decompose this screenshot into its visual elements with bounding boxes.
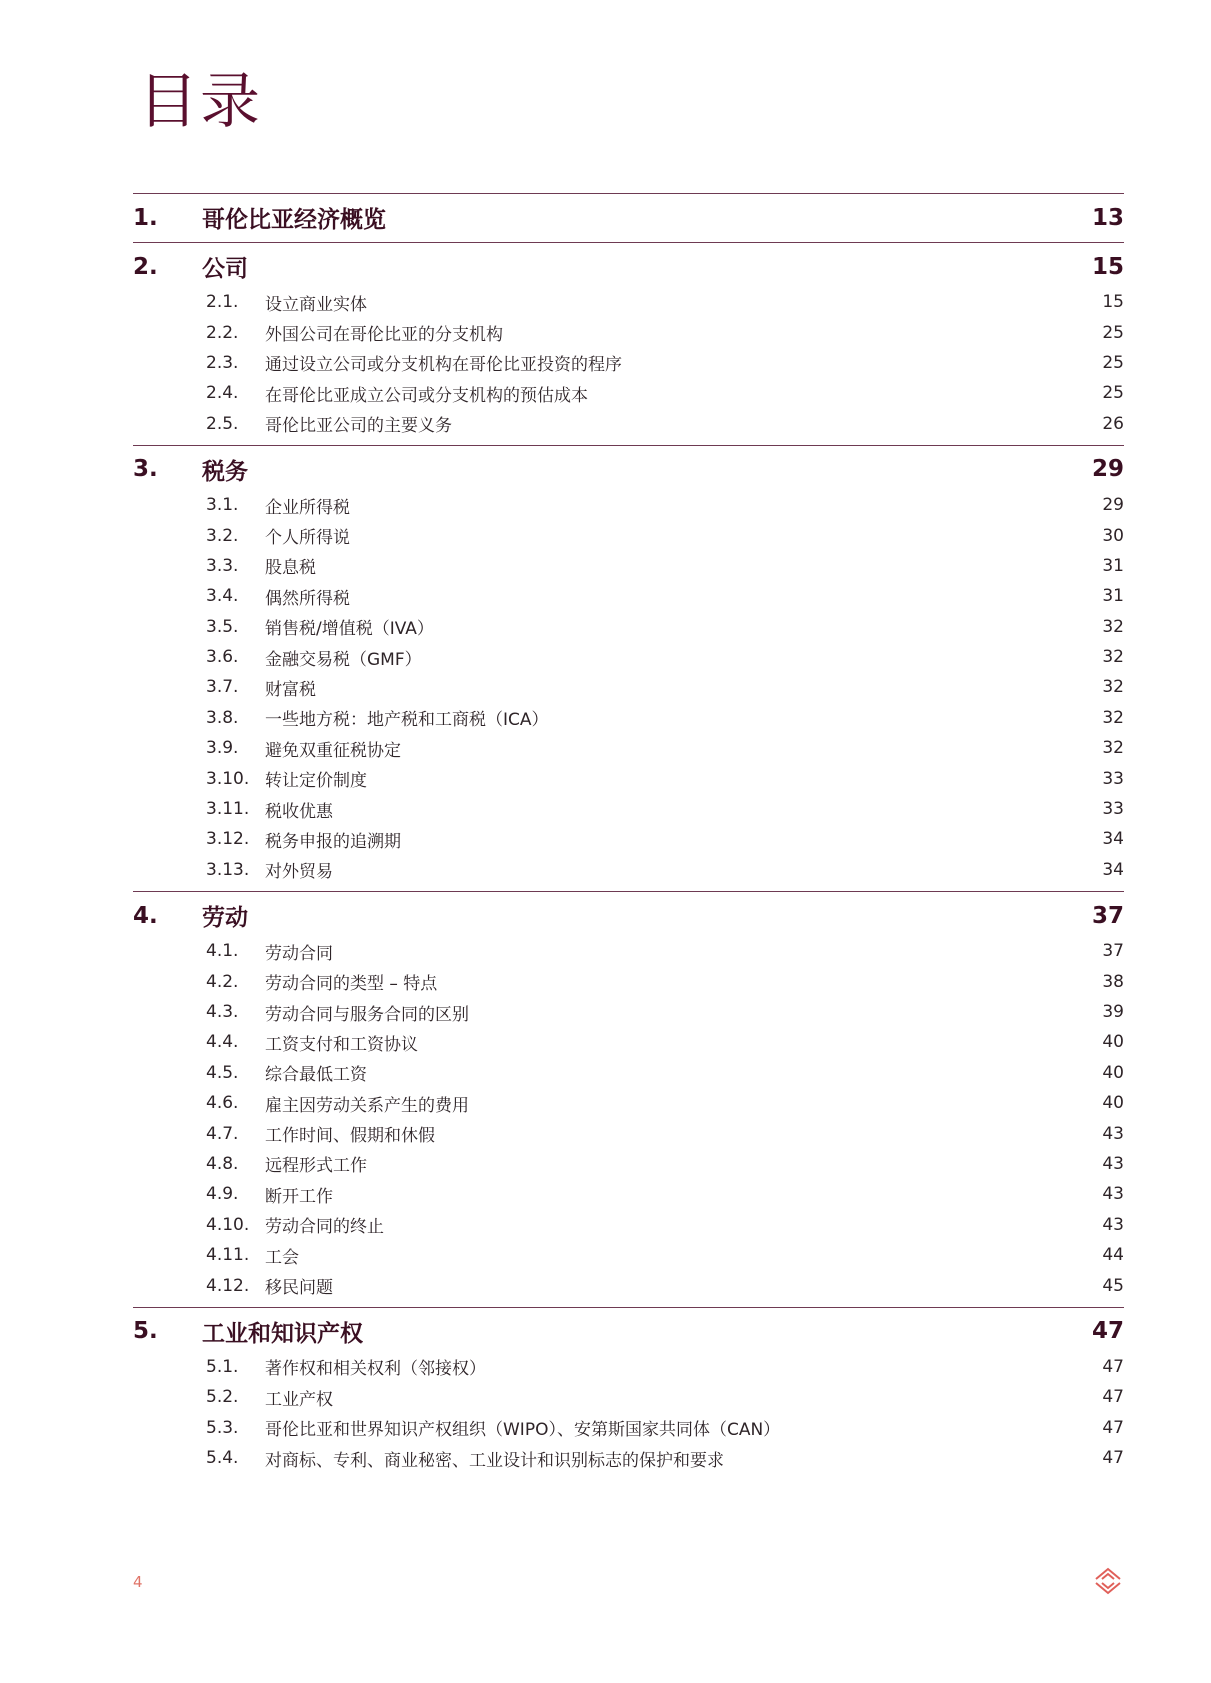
toc-section bbox=[133, 445, 1124, 885]
toc-entry[interactable] bbox=[133, 1210, 1124, 1240]
entry-title: 外国公司在哥伦比亚的分支机构 bbox=[265, 325, 503, 346]
entry-title: 工作时间、假期和休假 bbox=[265, 1126, 435, 1147]
entry-page: 47 bbox=[1102, 1356, 1124, 1377]
entry-number: 3.13. bbox=[206, 859, 250, 880]
entry-number: 5.3. bbox=[206, 1417, 239, 1438]
diamond-chevron-logo-icon bbox=[1092, 1566, 1124, 1600]
toc-entry[interactable] bbox=[133, 1149, 1124, 1179]
entry-number: 3.11. bbox=[206, 799, 250, 820]
toc-entry[interactable] bbox=[133, 642, 1124, 672]
entry-number: 4.4. bbox=[206, 1032, 239, 1053]
entry-number: 5.1. bbox=[206, 1356, 239, 1377]
entry-number: 5.2. bbox=[206, 1387, 239, 1408]
entry-title: 雇主因劳动关系产生的费用 bbox=[265, 1095, 469, 1116]
toc-entry[interactable] bbox=[133, 672, 1124, 702]
toc-entry[interactable] bbox=[133, 520, 1124, 550]
entry-title: 企业所得税 bbox=[265, 497, 350, 518]
toc-entry[interactable] bbox=[133, 378, 1124, 408]
entry-page: 33 bbox=[1102, 799, 1124, 820]
toc-entry[interactable] bbox=[133, 966, 1124, 996]
toc-section-heading[interactable] bbox=[133, 248, 1124, 285]
entry-number: 4.8. bbox=[206, 1153, 239, 1174]
entry-title: 金融交易税（GMF） bbox=[265, 649, 422, 670]
entry-number: 3.7. bbox=[206, 677, 239, 698]
section-title: 公司 bbox=[202, 256, 248, 282]
toc-section bbox=[133, 891, 1124, 1301]
entry-title: 综合最低工资 bbox=[265, 1065, 367, 1086]
toc-entry[interactable] bbox=[133, 612, 1124, 642]
entry-title: 税收优惠 bbox=[265, 801, 333, 822]
entry-title: 偶然所得税 bbox=[265, 588, 350, 609]
toc-section-heading[interactable] bbox=[133, 1313, 1124, 1350]
entry-page: 40 bbox=[1102, 1062, 1124, 1083]
toc-entry[interactable] bbox=[133, 763, 1124, 793]
entry-title: 劳动合同的类型 – 特点 bbox=[265, 974, 438, 995]
entry-number: 2.5. bbox=[206, 413, 239, 434]
entry-number: 2.3. bbox=[206, 352, 239, 373]
toc-section-heading[interactable] bbox=[133, 451, 1124, 488]
toc-entry[interactable] bbox=[133, 703, 1124, 733]
section-number: 4. bbox=[133, 902, 158, 929]
entry-title: 远程形式工作 bbox=[265, 1156, 367, 1177]
toc-entry[interactable] bbox=[133, 1027, 1124, 1057]
entry-title: 一些地方税：地产税和工商税（ICA） bbox=[265, 710, 549, 731]
section-title: 税务 bbox=[202, 458, 248, 485]
toc-section-heading[interactable] bbox=[133, 199, 1124, 236]
entry-page: 26 bbox=[1102, 413, 1124, 434]
toc-entry[interactable] bbox=[133, 936, 1124, 966]
entry-page: 40 bbox=[1102, 1093, 1124, 1114]
entry-page: 29 bbox=[1102, 495, 1124, 516]
section-page: 13 bbox=[1091, 204, 1124, 231]
toc-entry[interactable] bbox=[133, 1413, 1124, 1443]
toc-entry[interactable] bbox=[133, 824, 1124, 854]
toc-entry[interactable] bbox=[133, 1118, 1124, 1148]
section-page: 29 bbox=[1091, 456, 1124, 483]
entry-number: 3.3. bbox=[206, 555, 239, 576]
toc-entry[interactable] bbox=[133, 1179, 1124, 1209]
entry-page: 43 bbox=[1102, 1214, 1124, 1235]
section-title: 工业和知识产权 bbox=[202, 1320, 363, 1347]
entry-page: 40 bbox=[1102, 1032, 1124, 1053]
entry-number: 4.2. bbox=[206, 971, 239, 992]
entry-page: 43 bbox=[1102, 1184, 1124, 1205]
section-page: 37 bbox=[1091, 902, 1124, 929]
toc-entry[interactable] bbox=[133, 551, 1124, 581]
section-title: 哥伦比亚经济概览 bbox=[202, 207, 386, 233]
entry-page: 38 bbox=[1102, 971, 1124, 992]
toc-entry[interactable] bbox=[133, 997, 1124, 1027]
entry-number: 4.9. bbox=[206, 1184, 239, 1205]
entry-page: 25 bbox=[1102, 383, 1124, 404]
entry-number: 3.9. bbox=[206, 738, 239, 759]
entry-number: 4.7. bbox=[206, 1123, 239, 1144]
entry-page: 31 bbox=[1102, 586, 1124, 607]
entry-page: 47 bbox=[1102, 1417, 1124, 1438]
section-number: 3. bbox=[133, 456, 158, 483]
entry-page: 32 bbox=[1102, 738, 1124, 759]
entry-title: 销售税/增值税（IVA） bbox=[265, 619, 434, 640]
toc-entry[interactable] bbox=[133, 794, 1124, 824]
entry-page: 47 bbox=[1102, 1387, 1124, 1408]
entry-title: 工会 bbox=[265, 1247, 299, 1268]
entry-page: 45 bbox=[1102, 1275, 1124, 1296]
entry-page: 39 bbox=[1102, 1002, 1124, 1022]
toc-section bbox=[133, 242, 1124, 439]
entry-page: 43 bbox=[1102, 1123, 1124, 1144]
page-title: 目录 bbox=[138, 67, 262, 137]
toc-entry[interactable] bbox=[133, 1240, 1124, 1270]
entry-number: 3.4. bbox=[206, 586, 239, 607]
entry-page: 30 bbox=[1102, 525, 1124, 546]
entry-page: 15 bbox=[1102, 292, 1124, 313]
toc-entry[interactable] bbox=[133, 1058, 1124, 1088]
entry-page: 43 bbox=[1102, 1153, 1124, 1174]
entry-number: 3.10. bbox=[206, 768, 250, 789]
entry-number: 4.6. bbox=[206, 1093, 239, 1114]
entry-page: 25 bbox=[1102, 352, 1124, 373]
entry-number: 3.6. bbox=[206, 647, 239, 668]
entry-title: 劳动合同的终止 bbox=[265, 1217, 384, 1238]
entry-title: 移民问题 bbox=[265, 1278, 333, 1299]
toc-entry[interactable] bbox=[133, 409, 1124, 439]
toc-entry[interactable] bbox=[133, 1270, 1124, 1300]
toc-entry[interactable] bbox=[133, 287, 1124, 317]
toc-section-heading[interactable] bbox=[133, 897, 1124, 934]
entry-number: 4.12. bbox=[206, 1275, 250, 1296]
entry-page: 37 bbox=[1102, 941, 1124, 962]
entry-number: 3.1. bbox=[206, 495, 239, 516]
toc-entry[interactable] bbox=[133, 490, 1124, 520]
entry-title: 著作权和相关权利（邻接权） bbox=[265, 1359, 486, 1380]
section-page: 15 bbox=[1091, 253, 1124, 280]
entry-title: 转让定价制度 bbox=[265, 771, 367, 792]
entry-page: 47 bbox=[1102, 1448, 1124, 1469]
entry-page: 34 bbox=[1102, 859, 1124, 880]
entry-number: 2.1. bbox=[206, 292, 239, 313]
section-title: 劳动 bbox=[202, 905, 248, 932]
entry-title: 在哥伦比亚成立公司或分支机构的预估成本 bbox=[265, 385, 588, 406]
toc-entry[interactable] bbox=[133, 1088, 1124, 1118]
entry-page: 34 bbox=[1102, 829, 1124, 850]
entry-number: 4.1. bbox=[206, 941, 239, 962]
section-number: 5. bbox=[133, 1318, 158, 1345]
entry-title: 财富税 bbox=[265, 679, 316, 700]
section-page: 47 bbox=[1091, 1318, 1124, 1345]
entry-number: 4.3. bbox=[206, 1002, 239, 1022]
entry-page: 32 bbox=[1102, 647, 1124, 668]
entry-number: 3.2. bbox=[206, 525, 239, 546]
entry-page: 44 bbox=[1102, 1245, 1124, 1266]
entry-page: 32 bbox=[1102, 677, 1124, 698]
entry-page: 32 bbox=[1102, 707, 1124, 728]
entry-page: 25 bbox=[1102, 322, 1124, 343]
entry-title: 通过设立公司或分支机构在哥伦比亚投资的程序 bbox=[265, 355, 622, 376]
toc-entry[interactable] bbox=[133, 733, 1124, 763]
entry-title: 工业产权 bbox=[265, 1389, 333, 1410]
table-of-contents bbox=[133, 193, 1124, 1479]
toc-section bbox=[133, 193, 1124, 236]
entry-number: 3.12. bbox=[206, 829, 250, 850]
entry-number: 4.11. bbox=[206, 1245, 250, 1266]
footer-page-number: 4 bbox=[133, 1573, 143, 1591]
entry-title: 劳动合同与服务合同的区别 bbox=[265, 1004, 469, 1025]
entry-number: 2.2. bbox=[206, 322, 239, 343]
entry-title: 工资支付和工资协议 bbox=[265, 1034, 418, 1055]
entry-title: 哥伦比亚公司的主要义务 bbox=[265, 416, 452, 437]
section-number: 1. bbox=[133, 204, 158, 231]
entry-number: 3.8. bbox=[206, 707, 239, 728]
entry-number: 4.10. bbox=[206, 1214, 250, 1235]
toc-entry[interactable] bbox=[133, 1382, 1124, 1412]
section-number: 2. bbox=[133, 253, 158, 280]
entry-title: 对商标、专利、商业秘密、工业设计和识别标志的保护和要求 bbox=[265, 1450, 724, 1471]
entry-number: 2.4. bbox=[206, 383, 239, 404]
entry-page: 33 bbox=[1102, 768, 1124, 789]
entry-title: 哥伦比亚和世界知识产权组织（WIPO）、安第斯国家共同体（CAN） bbox=[265, 1420, 781, 1441]
toc-entry[interactable] bbox=[133, 1443, 1124, 1473]
toc-entry[interactable] bbox=[133, 581, 1124, 611]
toc-entry[interactable] bbox=[133, 317, 1124, 347]
entry-number: 3.5. bbox=[206, 616, 239, 637]
toc-section bbox=[133, 1307, 1124, 1474]
entry-number: 5.4. bbox=[206, 1448, 239, 1469]
entry-title: 个人所得说 bbox=[265, 528, 350, 549]
entry-page: 31 bbox=[1102, 555, 1124, 576]
entry-title: 设立商业实体 bbox=[265, 294, 367, 315]
toc-entry[interactable] bbox=[133, 1352, 1124, 1382]
entry-title: 劳动合同 bbox=[265, 943, 333, 964]
toc-entry[interactable] bbox=[133, 855, 1124, 885]
entry-title: 对外贸易 bbox=[265, 862, 333, 883]
entry-title: 断开工作 bbox=[265, 1186, 333, 1207]
entry-number: 4.5. bbox=[206, 1062, 239, 1083]
entry-title: 股息税 bbox=[265, 558, 316, 579]
toc-entry[interactable] bbox=[133, 348, 1124, 378]
entry-page: 32 bbox=[1102, 616, 1124, 637]
entry-title: 税务申报的追溯期 bbox=[265, 831, 401, 852]
entry-title: 避免双重征税协定 bbox=[265, 740, 401, 761]
